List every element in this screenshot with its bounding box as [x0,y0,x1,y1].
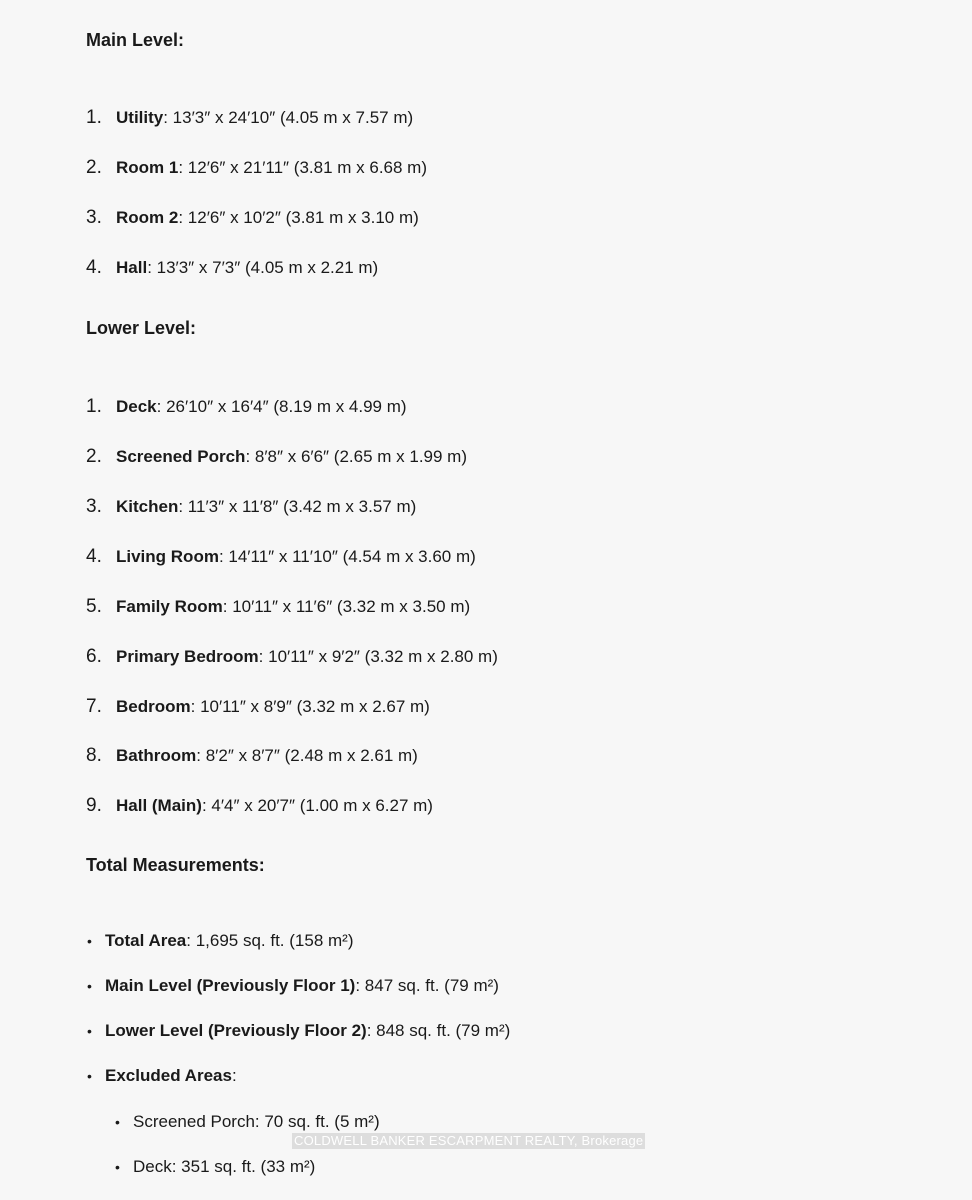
item-text [116,397,407,417]
item-text [116,258,378,278]
excluded-area-text: Deck: 351 sq. ft. (33 m²) [133,1157,316,1176]
item-text [105,976,499,996]
bullet-glyph: • [87,1023,92,1039]
item-text [116,796,433,816]
room-name: Room 2 [116,208,179,227]
brokerage-watermark: COLDWELL BANKER ESCARPMENT REALTY, Brokerage [294,1133,644,1148]
room-dimensions: : 14′11″ x 11′10″ (4.54 m x 3.60 m) [218,547,476,566]
item-text [116,447,467,467]
room-dimensions: : 4′4″ x 20′7″ (1.00 m x 6.27 m) [201,796,433,815]
room-dimensions: : 26′10″ x 16′4″ (8.19 m x 4.99 m) [156,397,407,416]
total-label: Main Level (Previously Floor 1) [105,976,356,995]
room-name: Hall (Main) [116,796,202,815]
item-text [105,931,354,951]
total-value: : 1,695 sq. ft. (158 m²) [186,931,354,950]
item-number: 4. [86,546,102,567]
total-label: Lower Level (Previously Floor 2) [105,1021,367,1040]
bullet-glyph: • [87,1068,92,1084]
item-number: 3. [86,207,102,228]
main-level-heading: Main Level: [86,30,185,50]
item-number: 7. [86,696,102,717]
item-number: 1. [86,107,102,128]
item-text [105,1021,510,1041]
item-text [116,208,419,228]
room-name: Room 1 [116,158,179,177]
item-number: 6. [86,646,102,667]
total-measurements-heading: Total Measurements: [86,855,265,875]
bullet-glyph: • [115,1159,120,1175]
room-dimensions: : 13′3″ x 7′3″ (4.05 m x 2.21 m) [147,258,379,277]
room-dimensions: : 12′6″ x 21′11″ (3.81 m x 6.68 m) [178,158,428,177]
item-text [116,647,498,667]
bullet-glyph: • [115,1114,120,1130]
item-text [116,158,427,178]
room-dimensions: : 8′8″ x 6′6″ (2.65 m x 1.99 m) [245,447,468,466]
room-name: Bathroom [116,746,197,765]
item-text [116,597,470,617]
total-value: : [231,1066,237,1085]
room-name: Bedroom [116,697,191,716]
total-label: Excluded Areas [105,1066,232,1085]
room-dimensions: : 10′11″ x 8′9″ (3.32 m x 2.67 m) [190,697,430,716]
item-number: 3. [86,496,102,517]
room-name: Living Room [116,547,219,566]
room-name: Kitchen [116,497,179,516]
room-name: Screened Porch [116,447,246,466]
bullet-glyph: • [87,978,92,994]
total-value: : 847 sq. ft. (79 m²) [355,976,499,995]
room-dimensions: : 12′6″ x 10′2″ (3.81 m x 3.10 m) [178,208,419,227]
total-value: : 848 sq. ft. (79 m²) [366,1021,511,1040]
item-number: 9. [86,795,102,816]
item-number: 8. [86,745,102,766]
room-name: Deck [116,397,157,416]
total-label: Total Area [105,931,187,950]
item-number: 1. [86,396,102,417]
item-number: 2. [86,157,102,178]
room-dimensions: : 10′11″ x 11′6″ (3.32 m x 3.50 m) [222,597,471,616]
item-text [116,497,416,517]
excluded-area-text: Screened Porch: 70 sq. ft. (5 m²) [133,1112,380,1131]
room-dimensions: : 11′3″ x 11′8″ (3.42 m x 3.57 m) [178,497,417,516]
item-text [105,1066,237,1086]
item-text [116,108,413,128]
lower-level-heading: Lower Level: [86,318,197,338]
item-text [116,697,430,717]
room-name: Hall [116,258,148,277]
item-number: 4. [86,257,102,278]
bullet-glyph: • [87,933,92,949]
room-dimensions: : 10′11″ x 9′2″ (3.32 m x 2.80 m) [258,647,498,666]
item-number: 5. [86,596,102,617]
item-number: 2. [86,446,102,467]
room-name: Family Room [116,597,223,616]
item-text [116,547,476,567]
room-dimensions: : 8′2″ x 8′7″ (2.48 m x 2.61 m) [196,746,418,765]
room-dimensions: : 13′3″ x 24′10″ (4.05 m x 7.57 m) [163,108,414,127]
item-text [116,746,418,766]
room-name: Primary Bedroom [116,647,259,666]
room-name: Utility [116,108,164,127]
